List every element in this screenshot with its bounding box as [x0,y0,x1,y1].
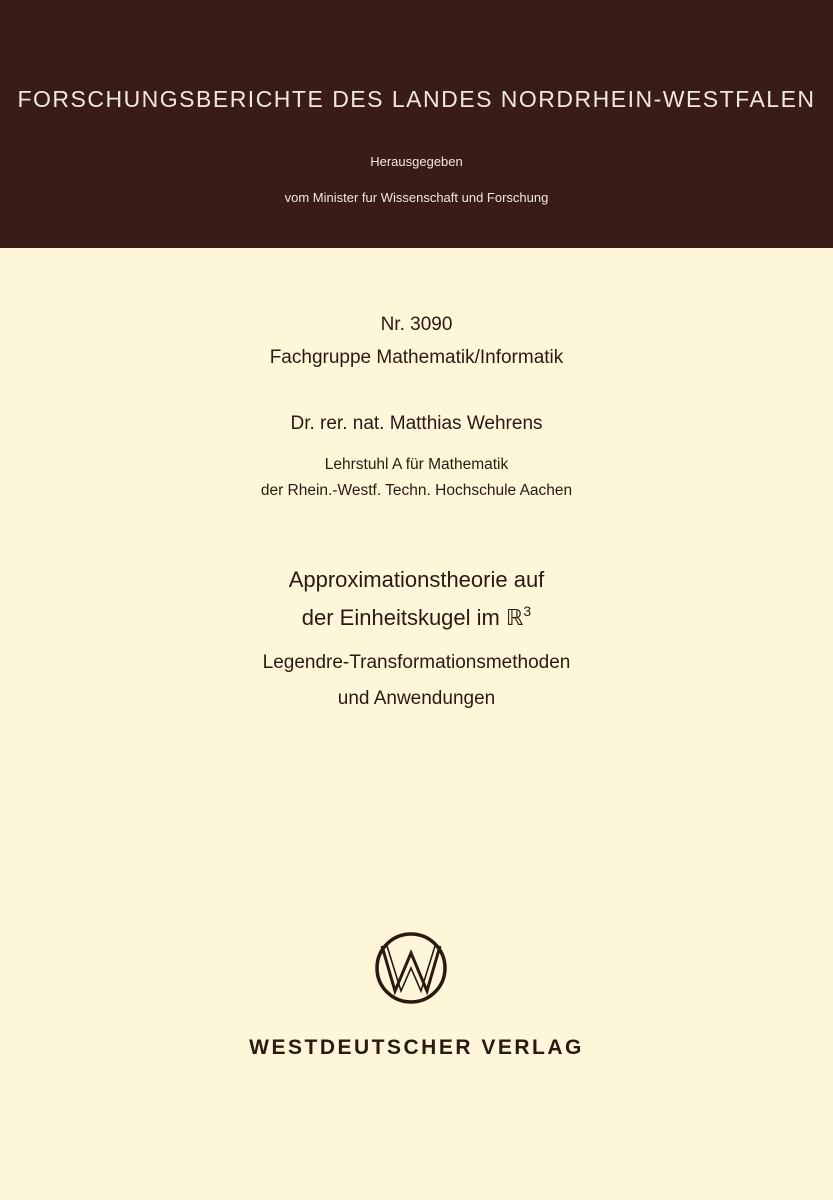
book-title-line1: Approximationstheorie auf [288,567,545,592]
editor-label: Herausgegeben [370,154,463,169]
author-name: Dr. rer. nat. Matthias Wehrens [290,413,543,434]
real-numbers-symbol: ℝ [505,605,524,630]
superscript-three: 3 [523,603,532,619]
book-title-line2-text: der Einheitskugel im [301,605,506,630]
author-affiliation-line2: der Rhein.-Westf. Techn. Hochschule Aachen [260,482,573,499]
editor-ministry: vom Minister fur Wissenschaft und Forschung [284,190,549,205]
ww-logo-icon [373,930,449,1006]
subject-group: Fachgruppe Mathematik/Informatik [269,347,564,368]
book-title-line2 [0,605,833,631]
publisher-name: WESTDEUTSCHER VERLAG [249,1036,584,1059]
book-subtitle-line1: Legendre-Transformationsmethoden [262,652,571,673]
series-banner [0,0,833,248]
author-affiliation-line1: Lehrstuhl A für Mathematik [324,456,509,473]
series-title: FORSCHUNGSBERICHTE DES LANDES NORDRHEIN-WESTFALEN [17,86,816,112]
report-number: Nr. 3090 [380,314,453,335]
book-subtitle-line2: und Anwendungen [337,688,496,709]
